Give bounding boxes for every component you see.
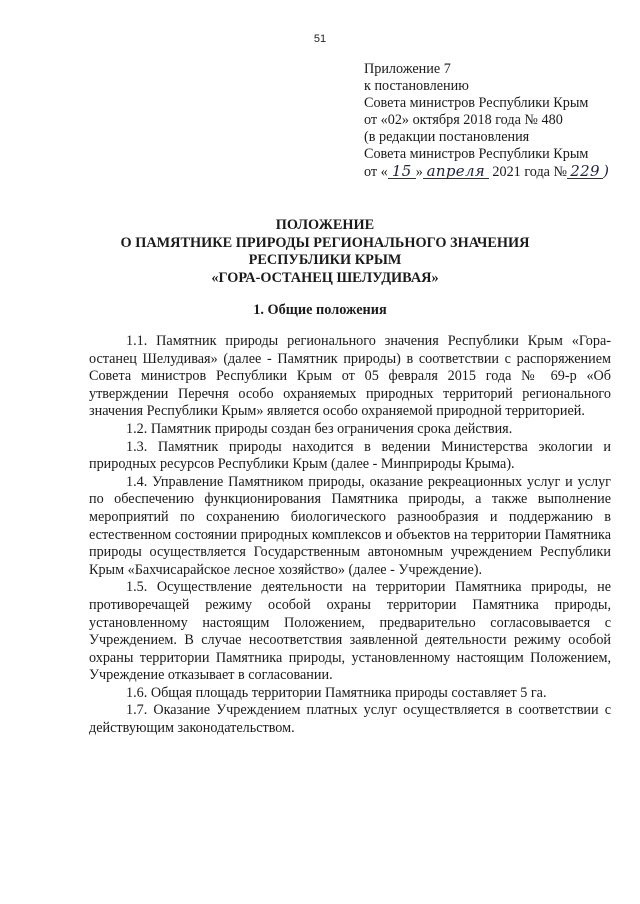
closing-paren: ) — [603, 162, 610, 180]
paragraph: 1.3. Памятник природы находится в ведении Министерства экологии и природных ресурсов Республики Крым (далее - Минприроды Крыма). — [89, 438, 611, 473]
title-line: ПОЛОЖЕНИЕ — [275, 217, 375, 233]
title-line: РЕСПУБЛИКИ КРЫМ — [248, 252, 402, 268]
appendix-line: Совета министров Республики Крым — [364, 95, 589, 111]
date-prefix: от « — [364, 164, 388, 180]
paragraph: 1.7. Оказание Учреждением платных услуг осуществляется в соответствии с действующим законодательством. — [89, 702, 611, 737]
appendix-block — [364, 61, 634, 181]
date-separator: » — [415, 164, 423, 180]
handwritten-day: 15 — [388, 164, 416, 179]
paragraph: 1.1. Памятник природы регионального значения Республики Крым «Гора-останец Шелудивая» (далее - Памятник природы) в соответствии с распоряжением Совета министров Республики Крым от 05 февраля 2015 года № 69-р «Об утверждении Перечня особо охраняемых природных территорий регионального значения Республики Крым» является особо охраняемой природной территорией. — [89, 333, 611, 420]
title-line: О ПАМЯТНИКЕ ПРИРОДЫ РЕГИОНАЛЬНОГО ЗНАЧЕНИЯ — [120, 234, 530, 251]
appendix-amendment-date-line — [364, 163, 634, 181]
appendix-line: от «02» октября 2018 года № 480 — [364, 112, 563, 128]
paragraph: 1.6. Общая площадь территории Памятника природы составляет 5 га. — [126, 684, 547, 701]
appendix-line: (в редакции постановления — [364, 129, 530, 145]
paragraph: 1.4. Управление Памятником природы, оказание рекреационных услуг и услуг по обеспечению функционирования Памятника природы, а также выполнение мероприятий по сохранению биологического разнообразия и поддержанию в естественном состоянии природных комплексов и объектов на территории Памятника природы осуществляется Государственным автономным учреждением Республики Крым «Бахчисарайское лесное хозяйство» (далее - Учреждение). — [89, 473, 611, 578]
section-heading: 1. Общие положения — [253, 302, 387, 318]
body-text — [89, 333, 611, 738]
appendix-line: к постановлению — [364, 78, 469, 94]
page-number: 51 — [313, 33, 327, 45]
paragraph: 1.5. Осуществление деятельности на территории Памятника природы, не противоречащей режиму особой охраны территории Памятника природы, установленному настоящим Положением, предварительно согласовывается с Учреждением. В случае несоответствия заявленной деятельности режиму особой охраны территории Памятника природы, установленному настоящим Положением, Учреждение отказывает в согласовании. — [89, 579, 611, 684]
paragraph: 1.2. Памятник природы создан без ограничения срока действия. — [126, 420, 513, 437]
appendix-line: Приложение 7 — [364, 61, 451, 77]
handwritten-number: 229 — [567, 164, 603, 179]
appendix-line: Совета министров Республики Крым — [364, 146, 589, 162]
title-line: «ГОРА-ОСТАНЕЦ ШЕЛУДИВАЯ» — [211, 269, 439, 286]
document-title — [90, 217, 560, 287]
date-year: 2021 года № — [488, 164, 568, 180]
handwritten-month: апреля — [423, 164, 489, 179]
